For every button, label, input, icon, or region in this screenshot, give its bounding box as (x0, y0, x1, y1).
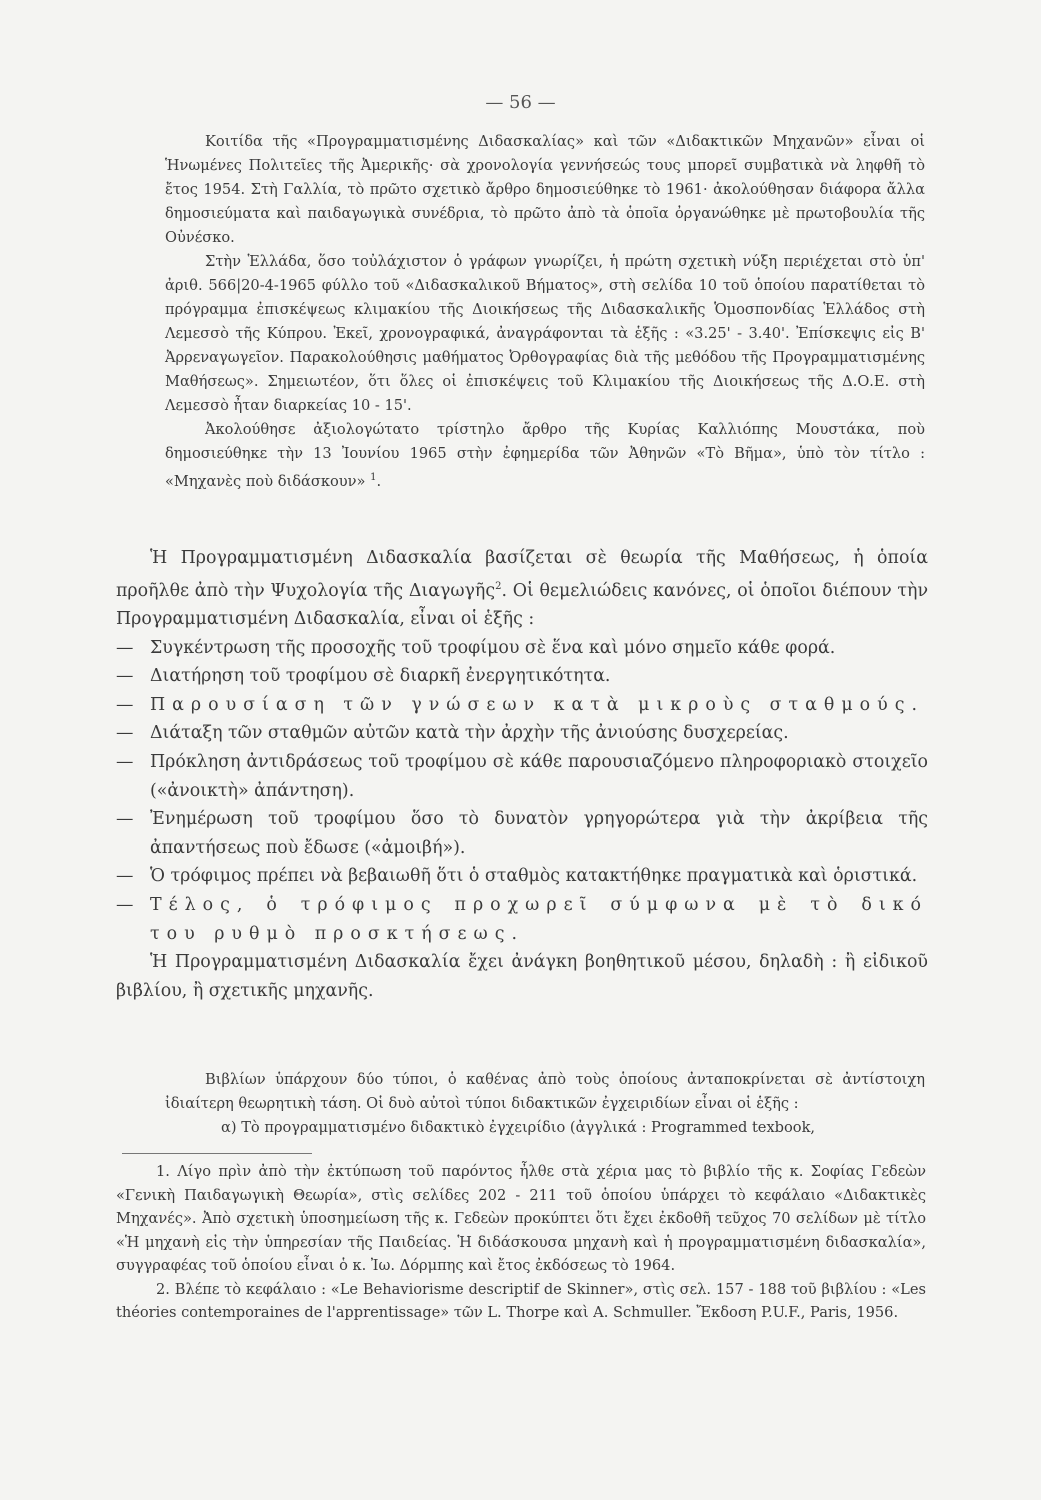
main-lead-paragraph (116, 544, 928, 634)
rule-text: Ὁ τρόφιμος πρέπει νὰ βεβαιωθῆ ὅτι ὁ σταθμὸς κατακτήθηκε πραγματικὰ καὶ ὁριστικά. (150, 866, 918, 887)
main-text (116, 544, 928, 1005)
intro-text (165, 130, 925, 494)
main-closing-paragraph: Ἡ Προγραμματισμένη Διδασκαλία ἔχει ἀνάγκη βοηθητικοῦ μέσου, δηλαδὴ : ἢ εἰδικοῦ βιβλίου, ἢ σχετικῆς μηχανῆς. (116, 952, 928, 1001)
intro-paragraph-3-text: Ἀκολούθησε ἀξιολογώτατο τρίστηλο ἄρθρο τῆς Κυρίας Καλλιόπης Μουστάκα, ποὺ δημοσιεύθηκε τὴν 13 Ἰουνίου 1965 στὴν ἐφημερίδα τῶν Ἀθηνῶν «Τὸ Βῆμα», ὑπὸ τὸν τίτλο : «Μηχανὲς ποὺ διδάσκουν» (165, 421, 925, 490)
intro-paragraph-2: Στὴν Ἑλλάδα, ὅσο τοὐλάχιστον ὁ γράφων γνωρίζει, ἡ πρώτη σχετικὴ νύξη περιέχεται στὸ ὑπ' ἀριθ. 566|20-4-1965 φύλλο τοῦ «Διδασκαλικοῦ Βήματος», στὴ σελίδα 10 τοῦ ὁποίου παρατίθεται τὸ πρόγραμμα ἐπισκέψεως κλιμακίου τῆς Διοικήσεως τῆς Διδασκαλικῆς Ὁμοσπονδίας Ἑλλάδος στὴ Λεμεσσὸ τῆς Κύπρου. Ἐκεῖ, χρονογραφικά, ἀναγράφονται τὰ ἑξῆς : «3.25' - 3.40'. Ἐπίσκεψις εἰς Β' Ἀρρεναγωγεῖον. Παρακολούθησις μαθήματος Ὀρθογραφίας διὰ τῆς μεθόδου τῆς Προγραμματισμένης Μαθήσεως». Σημειωτέον, ὅτι ὅλες οἱ ἐπισκέψεις τοῦ Κλιμακίου τῆς Διοικήσεως τῆς Δ.Ο.Ε. στὴ Λεμεσσὸ ἦταν διαρκείας 10 - 15'. (165, 253, 925, 414)
types-item-a: α) Τὸ προγραμματισμένο διδακτικὸ ἐγχειρίδιο (ἀγγλικά : Programmed texbook, (221, 1119, 816, 1136)
main-lead-rest: . Οἱ θεμελιώδεις κανόνες, οἱ ὁποῖοι διέπουν τὴν Προγραμματισμένη Διδασκαλία, εἶναι οἱ ἑξῆς : (116, 580, 929, 629)
rule-item (116, 719, 928, 748)
types-paragraph: Βιβλίων ὑπάρχουν δύο τύποι, ὁ καθένας ἀπὸ τοὺς ὁποίους ἀνταποκρίνεται σὲ ἀντίστοιχη ἰδιαίτερη θεωρητικὴ τάση. Οἱ δυὸ αὐτοὶ τύποι διδακτικῶν ἐγχειριδίων εἶναι οἱ ἑξῆς : (165, 1071, 925, 1112)
rule-item (116, 891, 928, 948)
footnote-1: 1. Λίγο πρὶν ἀπὸ τὴν ἐκτύπωση τοῦ παρόντος ἦλθε στὰ χέρια μας τὸ βιβλίο τῆς κ. Σοφίας Γεδεὼν «Γενικὴ Παιδαγωγικὴ Θεωρία», στὶς σελίδες 202 - 211 τοῦ ὁποίου ὑπάρχει τὸ κεφάλαιο «Διδακτικὲς Μηχανές». Ἀπὸ σχετικὴ ὑποσημείωση τῆς κ. Γεδεὼν προκύπτει ὅτι ἔχει ἐκδοθῆ τεῦχος 70 σελίδων μὲ τίτλο «Ἡ μηχανὴ εἰς τὴν ὑπηρεσίαν τῆς Παιδείας. Ἡ διδάσκουσα μηχανὴ καὶ ἡ προγραμματισμένη διδασκαλία», συγγραφέας τοῦ ὁποίου εἶναι ὁ κ. Ἰω. Δόρμπης καὶ ἔτος ἐκδόσεως τὸ 1964. (116, 1163, 926, 1274)
rule-text: Συγκέντρωση τῆς προσοχῆς τοῦ τροφίμου σὲ ἕνα καὶ μόνο σημεῖο κάθε φορά. (150, 637, 836, 658)
rule-text: Διάταξη τῶν σταθμῶν αὐτῶν κατὰ τὴν ἀρχὴν τῆς ἀνιούσης δυσχερείας. (150, 723, 789, 744)
rule-item (116, 662, 928, 691)
rule-item (116, 748, 928, 805)
rule-dash: — (116, 866, 134, 887)
footnote-ref-2: 2 (495, 580, 502, 592)
rule-dash: — (116, 637, 134, 658)
rule-item (116, 805, 928, 862)
page-number: — 56 — (485, 92, 556, 113)
rule-text: Ἐνημέρωση τοῦ τροφίμου ὅσο τὸ δυνατὸν γρηγορώτερα γιὰ τὴν ἀκρίβεια τῆς ἀπαντήσεως ποὺ ἔδωσε («ἀμοιβή»). (150, 809, 928, 858)
types-text (165, 1068, 925, 1140)
footnotes (116, 1160, 926, 1325)
rule-dash: — (116, 666, 134, 687)
footnote-2: 2. Βλέπε τὸ κεφάλαιο : «Le Behaviorisme descriptif de Skinner», στὶς σελ. 157 - 188 τοῦ βιβλίου : «Les théories contemporaines de l'apprentissage» τῶν L. Thorpe καὶ A. Schmuller. Ἔκδοση P.U.F., Paris, 1956. (116, 1280, 926, 1321)
rule-item (116, 862, 928, 891)
rule-text: Τέλος, ὁ τρόφιμος προχωρεῖ σύμφωνα μὲ τὸ δικό του ρυθμὸ προσκτήσεως. (150, 894, 928, 944)
intro-paragraph-1: Κοιτίδα τῆς «Προγραμματισμένης Διδασκαλίας» καὶ τῶν «Διδακτικῶν Μηχανῶν» εἶναι οἱ Ἡνωμένες Πολιτεῖες τῆς Ἀμερικῆς· σὰ χρονολογία γεννήσεώς τους μπορεῖ συμβατικὰ νὰ ληφθῆ τὸ ἔτος 1954. Στὴ Γαλλία, τὸ πρῶτο σχετικὸ ἄρθρο δημοσιεύθηκε τὸ 1961· ἀκολούθησαν διάφορα ἄλλα δημοσιεύματα καὶ παιδαγωγικὰ συνέδρια, τὸ πρῶτο ἀπὸ τὰ ὁποῖα ὀργανώθηκε μὲ πρωτοβουλία τῆς Οὐνέσκο. (165, 133, 925, 246)
footnote-rule (122, 1153, 312, 1154)
rule-item (116, 634, 928, 663)
rule-text: Διατήρηση τοῦ τροφίμου σὲ διαρκῆ ἐνεργητικότητα. (150, 666, 611, 687)
rule-dash: — (116, 751, 134, 772)
rule-dash: — (116, 723, 134, 744)
rule-dash: — (116, 694, 134, 715)
rule-dash: — (116, 809, 134, 830)
main-lead-text: Ἡ Προγραμματισμένη Διδασκαλία βασίζεται σὲ θεωρία τῆς Μαθήσεως, ἡ ὁποία προῆλθε ἀπὸ τὴν Ψυχολογία τῆς Διαγωγῆς (116, 548, 928, 601)
rule-text: Πρόκληση ἀντιδράσεως τοῦ τροφίμου σὲ κάθε παρουσιαζόμενο πληροφοριακὸ στοιχεῖο («ἀνοικτὴ» ἀπάντηση). (150, 751, 928, 801)
footnote-ref-1: 1 (370, 472, 377, 483)
rule-item (116, 691, 928, 720)
rule-dash: — (116, 894, 134, 915)
intro-paragraph-3: Ἀκολούθησε ἀξιολογώτατο τρίστηλο ἄρθρο τῆς Κυρίας Καλλιόπης Μουστάκα, ποὺ δημοσιεύθηκε τὴν 13 Ἰουνίου 1965 στὴν ἐφημερίδα τῶν Ἀθηνῶν «Τὸ Βῆμα», ὑπὸ τὸν τίτλο : «Μηχανὲς ποὺ διδάσκουν» $^1$. (165, 421, 925, 490)
rule-text: Παρουσίαση τῶν γνώσεων κατὰ μικροὺς σταθμούς. (150, 694, 924, 715)
